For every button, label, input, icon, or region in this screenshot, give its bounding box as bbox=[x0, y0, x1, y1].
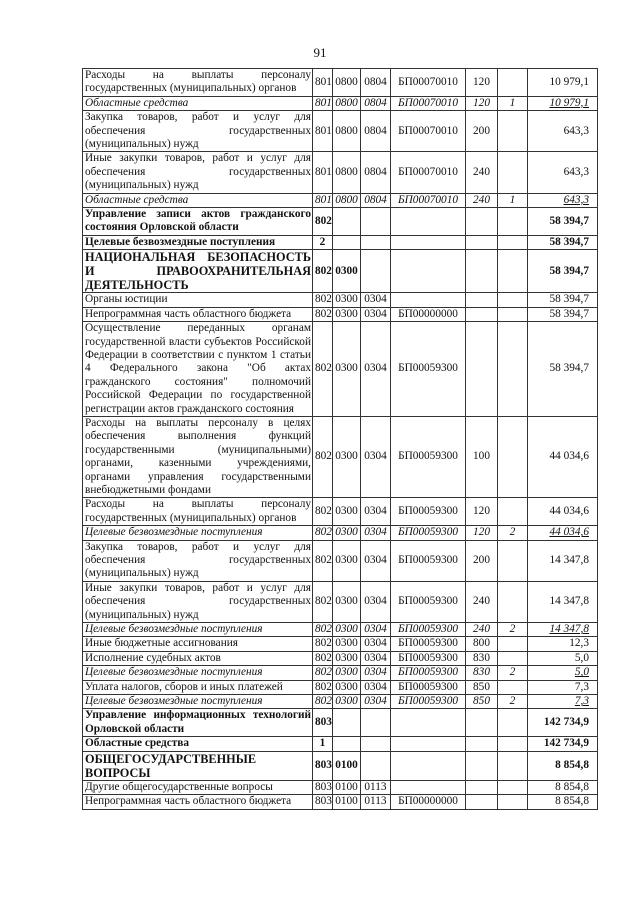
table-row bbox=[83, 780, 598, 794]
department-code-cell: 802 bbox=[313, 208, 333, 236]
section-code-cell: 0100 bbox=[333, 780, 361, 794]
target-article-code-cell bbox=[391, 293, 466, 307]
funding-source-code-cell bbox=[498, 795, 528, 809]
item-name-cell: Осуществление переданных органам государственной власти субъектов Российской Федерации в соответствии с пунктом 1 статьи 4 Федерального закона "Об актах гражданского состояния" полномочий Российской Федерации по государственной регистрации актов гражданского состояния bbox=[83, 322, 313, 417]
section-code-cell: 0300 bbox=[333, 540, 361, 581]
funding-source-code-cell bbox=[498, 581, 528, 622]
table-row bbox=[83, 540, 598, 581]
target-article-code-cell bbox=[391, 709, 466, 737]
amount-cell: 8 854,8 bbox=[528, 780, 598, 794]
department-code-cell: 802 bbox=[313, 680, 333, 694]
target-article-code-cell: БП00070010 bbox=[391, 111, 466, 152]
section-code-cell bbox=[333, 737, 361, 751]
table-row bbox=[83, 526, 598, 540]
amount-cell: 58 394,7 bbox=[528, 322, 598, 417]
item-name-cell: Целевые безвозмездные поступления bbox=[83, 235, 313, 249]
item-name-cell: Расходы на выплаты персоналу государственных (муниципальных) органов bbox=[83, 69, 313, 97]
table-row bbox=[83, 235, 598, 249]
target-article-code-cell: БП00059300 bbox=[391, 526, 466, 540]
department-code-cell: 802 bbox=[313, 307, 333, 321]
table-row bbox=[83, 581, 598, 622]
department-code-cell: 802 bbox=[313, 540, 333, 581]
target-article-code-cell: БП00059300 bbox=[391, 637, 466, 651]
amount-cell: 58 394,7 bbox=[528, 250, 598, 293]
expense-type-code-cell bbox=[466, 737, 498, 751]
section-code-cell bbox=[333, 235, 361, 249]
target-article-code-cell: БП00059300 bbox=[391, 581, 466, 622]
item-name-cell: Уплата налогов, сборов и иных платежей bbox=[83, 680, 313, 694]
department-code-cell: 803 bbox=[313, 780, 333, 794]
department-code-cell: 803 bbox=[313, 795, 333, 809]
item-name-cell: Закупка товаров, работ и услуг для обеспечения государственных (муниципальных) нужд bbox=[83, 540, 313, 581]
section-code-cell: 0800 bbox=[333, 111, 361, 152]
table-row bbox=[83, 623, 598, 637]
item-name-cell: Целевые безвозмездные поступления bbox=[83, 666, 313, 680]
section-code-cell: 0300 bbox=[333, 581, 361, 622]
expense-type-code-cell bbox=[466, 250, 498, 293]
table-row bbox=[83, 193, 598, 207]
amount-cell: 14 347,8 bbox=[528, 540, 598, 581]
section-code-cell: 0300 bbox=[333, 651, 361, 665]
expense-type-code-cell: 120 bbox=[466, 96, 498, 110]
amount-cell: 7,3 bbox=[528, 680, 598, 694]
funding-source-code-cell bbox=[498, 208, 528, 236]
target-article-code-cell: БП00059300 bbox=[391, 623, 466, 637]
subsection-code-cell: 0304 bbox=[361, 322, 391, 417]
expense-type-code-cell: 120 bbox=[466, 69, 498, 97]
item-name-cell: Областные средства bbox=[83, 96, 313, 110]
expense-type-code-cell: 120 bbox=[466, 498, 498, 526]
section-code-cell: 0300 bbox=[333, 637, 361, 651]
funding-source-code-cell bbox=[498, 780, 528, 794]
department-code-cell: 802 bbox=[313, 250, 333, 293]
target-article-code-cell bbox=[391, 780, 466, 794]
funding-source-code-cell bbox=[498, 540, 528, 581]
target-article-code-cell: БП00000000 bbox=[391, 307, 466, 321]
amount-cell: 142 734,9 bbox=[528, 709, 598, 737]
budget-table bbox=[82, 68, 598, 810]
expense-type-code-cell: 240 bbox=[466, 193, 498, 207]
funding-source-code-cell bbox=[498, 235, 528, 249]
funding-source-code-cell: 2 bbox=[498, 623, 528, 637]
section-code-cell: 0300 bbox=[333, 666, 361, 680]
table-row bbox=[83, 751, 598, 780]
section-code-cell: 0100 bbox=[333, 751, 361, 780]
amount-cell: 14 347,8 bbox=[528, 581, 598, 622]
subsection-code-cell: 0304 bbox=[361, 695, 391, 709]
target-article-code-cell bbox=[391, 250, 466, 293]
target-article-code-cell: БП00059300 bbox=[391, 680, 466, 694]
target-article-code-cell: БП00059300 bbox=[391, 416, 466, 497]
table-row bbox=[83, 208, 598, 236]
item-name-cell: Расходы на выплаты персоналу государственных (муниципальных) органов bbox=[83, 498, 313, 526]
item-name-cell: Иные закупки товаров, работ и услуг для обеспечения государственных (муниципальных) нужд bbox=[83, 581, 313, 622]
subsection-code-cell: 0804 bbox=[361, 96, 391, 110]
expense-type-code-cell: 120 bbox=[466, 526, 498, 540]
item-name-cell: Органы юстиции bbox=[83, 293, 313, 307]
funding-source-code-cell bbox=[498, 637, 528, 651]
table-row bbox=[83, 666, 598, 680]
funding-source-code-cell bbox=[498, 751, 528, 780]
department-code-cell: 802 bbox=[313, 651, 333, 665]
section-code-cell: 0300 bbox=[333, 250, 361, 293]
funding-source-code-cell bbox=[498, 416, 528, 497]
table-row bbox=[83, 416, 598, 497]
subsection-code-cell: 0804 bbox=[361, 69, 391, 97]
department-code-cell: 802 bbox=[313, 623, 333, 637]
item-name-cell: Целевые безвозмездные поступления bbox=[83, 623, 313, 637]
subsection-code-cell bbox=[361, 235, 391, 249]
funding-source-code-cell bbox=[498, 152, 528, 193]
section-code-cell: 0300 bbox=[333, 623, 361, 637]
amount-cell: 8 854,8 bbox=[528, 795, 598, 809]
item-name-cell: Иные закупки товаров, работ и услуг для обеспечения государственных (муниципальных) нужд bbox=[83, 152, 313, 193]
expense-type-code-cell: 850 bbox=[466, 680, 498, 694]
expense-type-code-cell: 200 bbox=[466, 111, 498, 152]
amount-cell: 58 394,7 bbox=[528, 235, 598, 249]
subsection-code-cell: 0304 bbox=[361, 581, 391, 622]
section-code-cell: 0300 bbox=[333, 695, 361, 709]
item-name-cell: Областные средства bbox=[83, 737, 313, 751]
expense-type-code-cell: 830 bbox=[466, 651, 498, 665]
subsection-code-cell: 0113 bbox=[361, 780, 391, 794]
expense-type-code-cell bbox=[466, 293, 498, 307]
expense-type-code-cell: 240 bbox=[466, 152, 498, 193]
target-article-code-cell: БП00070010 bbox=[391, 152, 466, 193]
item-name-cell: Исполнение судебных актов bbox=[83, 651, 313, 665]
funding-source-code-cell bbox=[498, 651, 528, 665]
table-row bbox=[83, 695, 598, 709]
section-code-cell: 0300 bbox=[333, 416, 361, 497]
amount-cell: 8 854,8 bbox=[528, 751, 598, 780]
amount-cell: 10 979,1 bbox=[528, 69, 598, 97]
section-code-cell bbox=[333, 709, 361, 737]
table-row bbox=[83, 69, 598, 97]
target-article-code-cell: БП00059300 bbox=[391, 651, 466, 665]
subsection-code-cell: 0804 bbox=[361, 193, 391, 207]
target-article-code-cell: БП00070010 bbox=[391, 193, 466, 207]
table-row bbox=[83, 637, 598, 651]
item-name-cell: Управление записи актов гражданского состояния Орловской области bbox=[83, 208, 313, 236]
subsection-code-cell: 0304 bbox=[361, 623, 391, 637]
table-row bbox=[83, 307, 598, 321]
expense-type-code-cell bbox=[466, 751, 498, 780]
amount-cell: 44 034,6 bbox=[528, 416, 598, 497]
funding-source-code-cell bbox=[498, 737, 528, 751]
target-article-code-cell: БП00059300 bbox=[391, 695, 466, 709]
target-article-code-cell: БП00000000 bbox=[391, 795, 466, 809]
expense-type-code-cell bbox=[466, 322, 498, 417]
subsection-code-cell: 0804 bbox=[361, 111, 391, 152]
funding-source-code-cell bbox=[498, 498, 528, 526]
subsection-code-cell: 0804 bbox=[361, 152, 391, 193]
item-name-cell: Расходы на выплаты персоналу в целях обеспечения выполнения функций государственными (муниципальными) органами, казенными учреждениями, органами управления государственными внебюджетными фондами bbox=[83, 416, 313, 497]
target-article-code-cell bbox=[391, 751, 466, 780]
department-code-cell: 801 bbox=[313, 111, 333, 152]
funding-source-code-cell bbox=[498, 307, 528, 321]
section-code-cell: 0800 bbox=[333, 152, 361, 193]
item-name-cell: Непрограммная часть областного бюджета bbox=[83, 307, 313, 321]
table-row bbox=[83, 250, 598, 293]
department-code-cell: 802 bbox=[313, 581, 333, 622]
expense-type-code-cell: 240 bbox=[466, 623, 498, 637]
amount-cell: 10 979,1 bbox=[528, 96, 598, 110]
subsection-code-cell: 0304 bbox=[361, 526, 391, 540]
department-code-cell: 2 bbox=[313, 235, 333, 249]
department-code-cell: 801 bbox=[313, 152, 333, 193]
table-row bbox=[83, 152, 598, 193]
item-name-cell: Закупка товаров, работ и услуг для обеспечения государственных (муниципальных) нужд bbox=[83, 111, 313, 152]
amount-cell: 7,3 bbox=[528, 695, 598, 709]
amount-cell: 142 734,9 bbox=[528, 737, 598, 751]
amount-cell: 643,3 bbox=[528, 152, 598, 193]
table-row bbox=[83, 293, 598, 307]
table-row bbox=[83, 737, 598, 751]
amount-cell: 44 034,6 bbox=[528, 526, 598, 540]
item-name-cell: Иные бюджетные ассигнования bbox=[83, 637, 313, 651]
subsection-code-cell: 0304 bbox=[361, 416, 391, 497]
department-code-cell: 801 bbox=[313, 193, 333, 207]
section-code-cell: 0300 bbox=[333, 526, 361, 540]
subsection-code-cell: 0304 bbox=[361, 307, 391, 321]
subsection-code-cell bbox=[361, 751, 391, 780]
amount-cell: 44 034,6 bbox=[528, 498, 598, 526]
item-name-cell: Управление информационных технологий Орловской области bbox=[83, 709, 313, 737]
section-code-cell bbox=[333, 208, 361, 236]
subsection-code-cell: 0304 bbox=[361, 293, 391, 307]
funding-source-code-cell bbox=[498, 111, 528, 152]
department-code-cell: 803 bbox=[313, 751, 333, 780]
item-name-cell: Целевые безвозмездные поступления bbox=[83, 526, 313, 540]
target-article-code-cell: БП00059300 bbox=[391, 666, 466, 680]
funding-source-code-cell: 2 bbox=[498, 695, 528, 709]
department-code-cell: 802 bbox=[313, 498, 333, 526]
subsection-code-cell bbox=[361, 709, 391, 737]
subsection-code-cell bbox=[361, 208, 391, 236]
expense-type-code-cell bbox=[466, 795, 498, 809]
item-name-cell: ОБЩЕГОСУДАРСТВЕННЫЕ ВОПРОСЫ bbox=[83, 751, 313, 780]
expense-type-code-cell: 830 bbox=[466, 666, 498, 680]
target-article-code-cell bbox=[391, 737, 466, 751]
table-row bbox=[83, 709, 598, 737]
amount-cell: 58 394,7 bbox=[528, 208, 598, 236]
subsection-code-cell: 0304 bbox=[361, 680, 391, 694]
expense-type-code-cell: 800 bbox=[466, 637, 498, 651]
target-article-code-cell: БП00059300 bbox=[391, 540, 466, 581]
expense-type-code-cell bbox=[466, 709, 498, 737]
item-name-cell: НАЦИОНАЛЬНАЯ БЕЗОПАСНОСТЬ И ПРАВООХРАНИТЕЛЬНАЯ ДЕЯТЕЛЬНОСТЬ bbox=[83, 250, 313, 293]
table-row bbox=[83, 322, 598, 417]
section-code-cell: 0300 bbox=[333, 680, 361, 694]
subsection-code-cell bbox=[361, 737, 391, 751]
table-row bbox=[83, 96, 598, 110]
subsection-code-cell: 0304 bbox=[361, 637, 391, 651]
amount-cell: 643,3 bbox=[528, 111, 598, 152]
funding-source-code-cell: 1 bbox=[498, 96, 528, 110]
target-article-code-cell bbox=[391, 235, 466, 249]
department-code-cell: 801 bbox=[313, 96, 333, 110]
department-code-cell: 802 bbox=[313, 416, 333, 497]
funding-source-code-cell bbox=[498, 69, 528, 97]
amount-cell: 14 347,8 bbox=[528, 623, 598, 637]
department-code-cell: 803 bbox=[313, 709, 333, 737]
expense-type-code-cell bbox=[466, 208, 498, 236]
section-code-cell: 0100 bbox=[333, 795, 361, 809]
subsection-code-cell: 0304 bbox=[361, 498, 391, 526]
expense-type-code-cell: 100 bbox=[466, 416, 498, 497]
item-name-cell: Областные средства bbox=[83, 193, 313, 207]
department-code-cell: 802 bbox=[313, 666, 333, 680]
amount-cell: 12,3 bbox=[528, 637, 598, 651]
funding-source-code-cell: 1 bbox=[498, 193, 528, 207]
expense-type-code-cell: 200 bbox=[466, 540, 498, 581]
department-code-cell: 802 bbox=[313, 293, 333, 307]
subsection-code-cell: 0304 bbox=[361, 666, 391, 680]
amount-cell: 5,0 bbox=[528, 666, 598, 680]
target-article-code-cell: БП00059300 bbox=[391, 498, 466, 526]
expense-type-code-cell: 850 bbox=[466, 695, 498, 709]
table-row bbox=[83, 111, 598, 152]
funding-source-code-cell: 2 bbox=[498, 526, 528, 540]
funding-source-code-cell bbox=[498, 709, 528, 737]
section-code-cell: 0800 bbox=[333, 69, 361, 97]
section-code-cell: 0300 bbox=[333, 322, 361, 417]
amount-cell: 643,3 bbox=[528, 193, 598, 207]
target-article-code-cell: БП00070010 bbox=[391, 96, 466, 110]
item-name-cell: Непрограммная часть областного бюджета bbox=[83, 795, 313, 809]
section-code-cell: 0300 bbox=[333, 498, 361, 526]
target-article-code-cell: БП00070010 bbox=[391, 69, 466, 97]
section-code-cell: 0800 bbox=[333, 193, 361, 207]
funding-source-code-cell bbox=[498, 322, 528, 417]
subsection-code-cell: 0304 bbox=[361, 651, 391, 665]
table-row bbox=[83, 795, 598, 809]
table-row bbox=[83, 498, 598, 526]
item-name-cell: Целевые безвозмездные поступления bbox=[83, 695, 313, 709]
department-code-cell: 1 bbox=[313, 737, 333, 751]
section-code-cell: 0300 bbox=[333, 307, 361, 321]
department-code-cell: 802 bbox=[313, 526, 333, 540]
page-number: 91 bbox=[313, 45, 327, 60]
funding-source-code-cell bbox=[498, 680, 528, 694]
target-article-code-cell: БП00059300 bbox=[391, 322, 466, 417]
expense-type-code-cell bbox=[466, 780, 498, 794]
funding-source-code-cell bbox=[498, 250, 528, 293]
expense-type-code-cell: 240 bbox=[466, 581, 498, 622]
table-row bbox=[83, 651, 598, 665]
expense-type-code-cell bbox=[466, 307, 498, 321]
subsection-code-cell: 0304 bbox=[361, 540, 391, 581]
funding-source-code-cell: 2 bbox=[498, 666, 528, 680]
department-code-cell: 801 bbox=[313, 69, 333, 97]
amount-cell: 58 394,7 bbox=[528, 293, 598, 307]
department-code-cell: 802 bbox=[313, 695, 333, 709]
section-code-cell: 0800 bbox=[333, 96, 361, 110]
item-name-cell: Другие общегосударственные вопросы bbox=[83, 780, 313, 794]
section-code-cell: 0300 bbox=[333, 293, 361, 307]
table-row bbox=[83, 680, 598, 694]
amount-cell: 5,0 bbox=[528, 651, 598, 665]
department-code-cell: 802 bbox=[313, 322, 333, 417]
target-article-code-cell bbox=[391, 208, 466, 236]
expense-type-code-cell bbox=[466, 235, 498, 249]
subsection-code-cell bbox=[361, 250, 391, 293]
amount-cell: 58 394,7 bbox=[528, 307, 598, 321]
subsection-code-cell: 0113 bbox=[361, 795, 391, 809]
funding-source-code-cell bbox=[498, 293, 528, 307]
department-code-cell: 802 bbox=[313, 637, 333, 651]
